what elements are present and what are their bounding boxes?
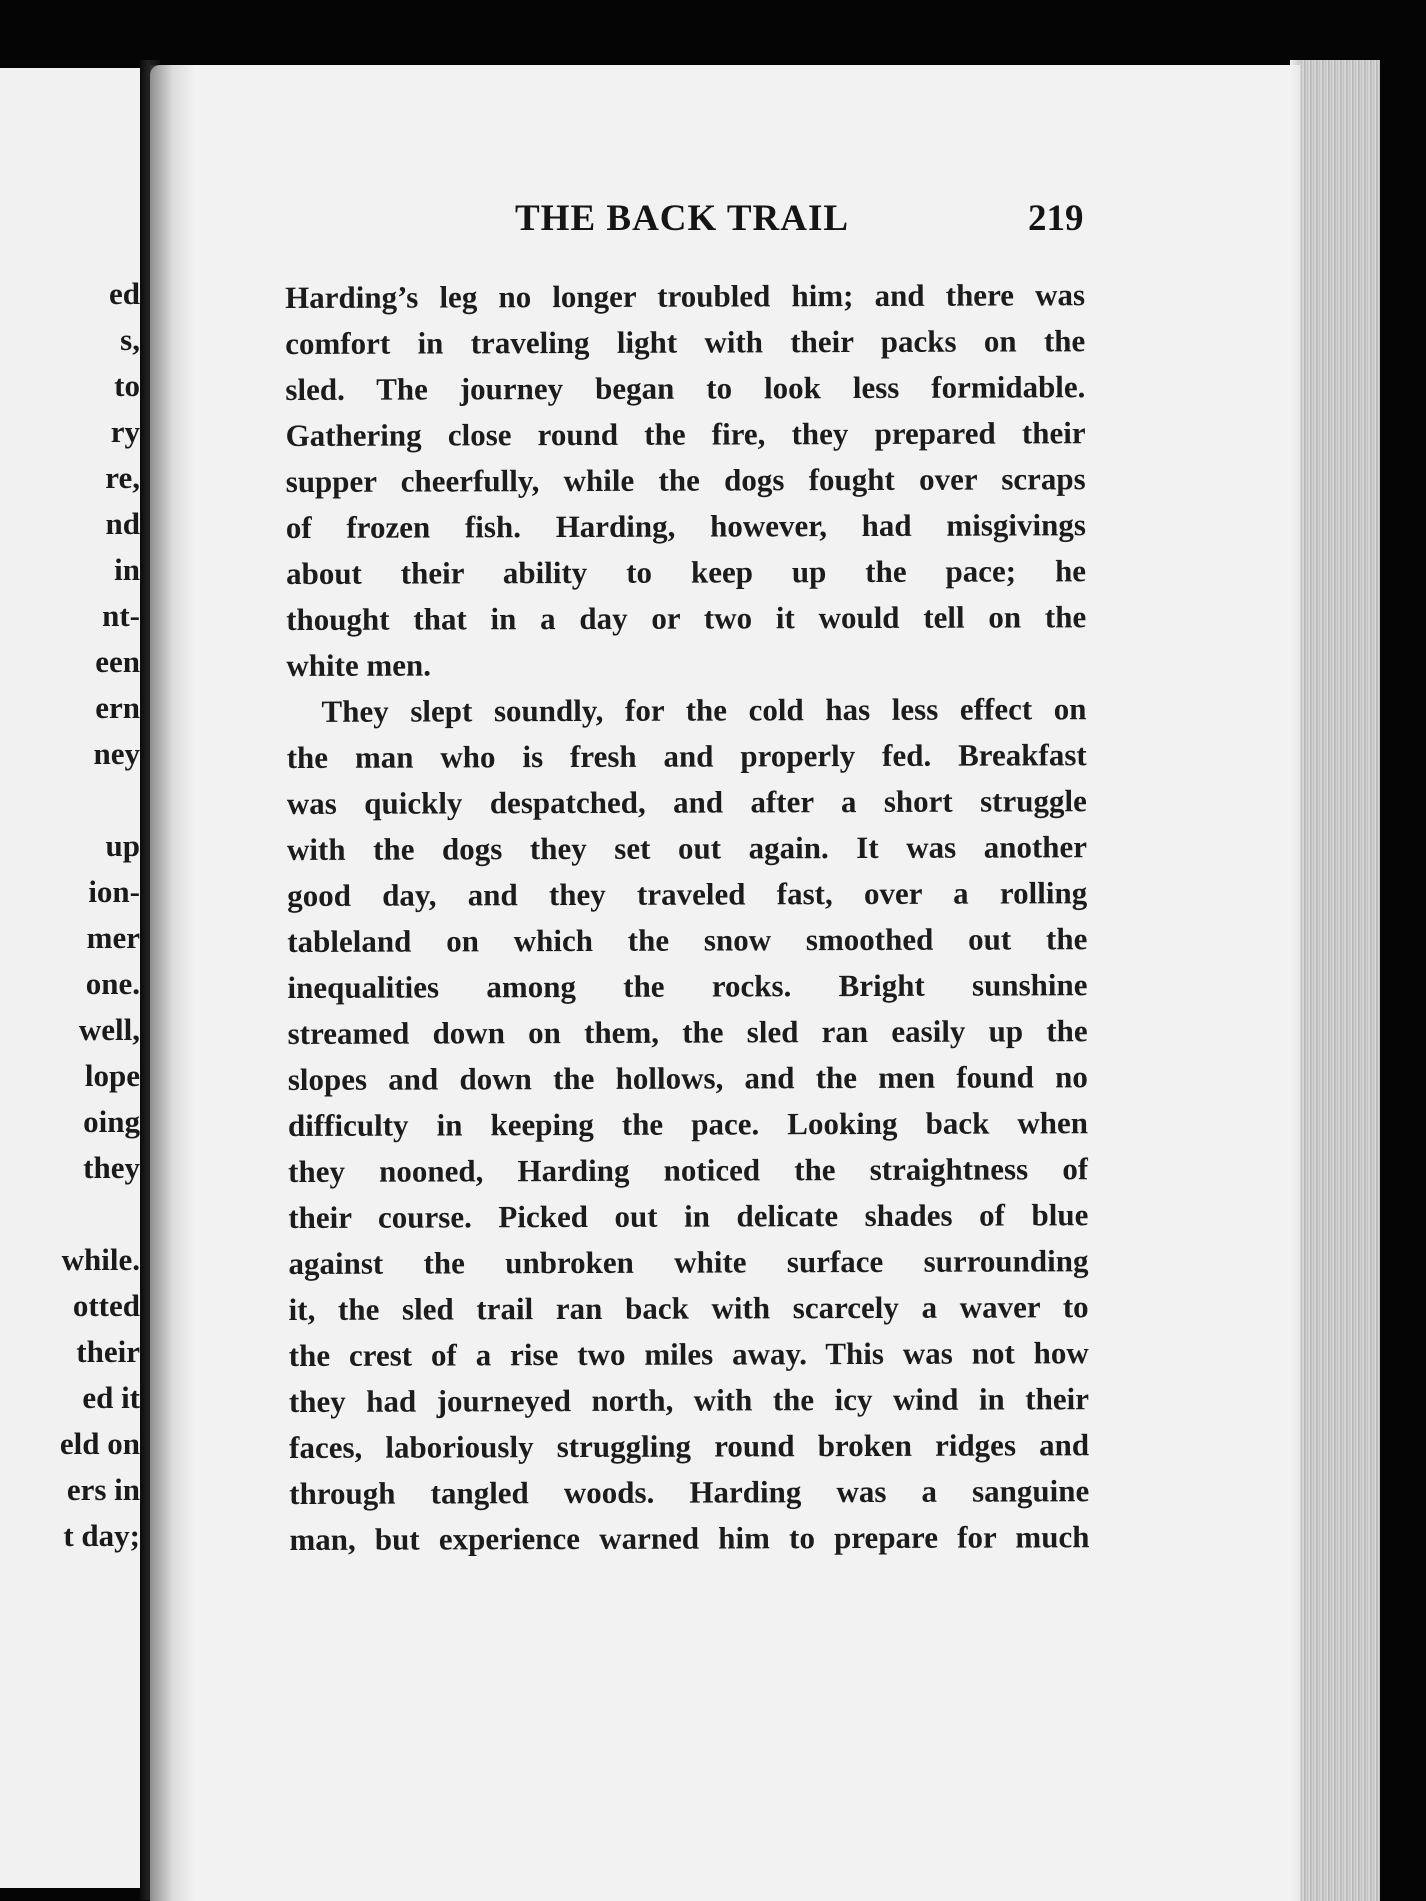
text-line: sled. The journey began to look less formidable. bbox=[285, 369, 1086, 407]
text-line: tableland on which the snow smoothed out the bbox=[287, 921, 1088, 959]
left-page-fragment: they bbox=[83, 1150, 140, 1185]
left-page-fragment: eld on bbox=[59, 1426, 140, 1461]
text-line: inequalities among the rocks. Bright sunshine bbox=[287, 967, 1088, 1005]
left-page-fragment: one. bbox=[85, 966, 140, 1001]
text-line: They slept soundly, for the cold has less effect on bbox=[321, 691, 1087, 729]
text-line: was quickly despatched, and after a short struggle bbox=[286, 783, 1087, 821]
left-page-fragment: up bbox=[105, 828, 140, 863]
text-line: white men. bbox=[286, 647, 432, 683]
text-line: difficulty in keeping the pace. Looking back when bbox=[287, 1105, 1089, 1143]
text-line: man, but experience warned him to prepare for much bbox=[289, 1519, 1090, 1557]
text-line: through tangled woods. Harding was a sanguine bbox=[289, 1473, 1090, 1511]
left-page-fragment: to bbox=[114, 368, 140, 403]
left-page-fragment: nd bbox=[105, 506, 140, 541]
left-page-fragment: lope bbox=[84, 1058, 140, 1093]
left-page bbox=[0, 68, 140, 1888]
text-line: about their ability to keep up the pace; he bbox=[285, 553, 1087, 591]
text-line: streamed down on them, the sled ran easily up the bbox=[287, 1013, 1088, 1051]
left-page-fragment: ed it bbox=[82, 1380, 140, 1415]
text-line: Harding’s leg no longer troubled him; and there was bbox=[285, 277, 1086, 315]
text-line: slopes and down the hollows, and the men found no bbox=[287, 1059, 1088, 1097]
left-page-fragment: otted bbox=[72, 1288, 140, 1323]
page-number: 219 bbox=[1028, 198, 1084, 239]
text-line: of frozen fish. Harding, however, had misgivings bbox=[285, 507, 1086, 545]
left-page-fragment: while. bbox=[61, 1242, 140, 1277]
text-line: supper cheerfully, while the dogs fought over scraps bbox=[285, 461, 1086, 499]
text-line: the crest of a rise two miles away. This was not how bbox=[288, 1335, 1089, 1373]
text-line: against the unbroken white surface surrounding bbox=[288, 1243, 1089, 1281]
left-page-fragment: re, bbox=[105, 460, 140, 495]
left-page-fragment: s, bbox=[120, 322, 140, 357]
text-line: the man who is fresh and properly fed. Breakfast bbox=[286, 737, 1087, 775]
text-line: it, the sled trail ran back with scarcely a waver to bbox=[288, 1289, 1089, 1327]
left-page-fragment: nt- bbox=[102, 598, 140, 633]
left-page-fragment: their bbox=[76, 1334, 140, 1369]
left-page-fragment: mer bbox=[86, 920, 140, 955]
left-page-fragment: t day; bbox=[63, 1518, 140, 1553]
text-line: comfort in traveling light with their packs on the bbox=[285, 323, 1086, 361]
text-line: faces, laboriously struggling round broken ridges and bbox=[289, 1427, 1090, 1465]
left-page-fragment: ney bbox=[93, 736, 140, 771]
text-line: they nooned, Harding noticed the straightness of bbox=[288, 1151, 1089, 1189]
left-page-fragment: oing bbox=[83, 1104, 140, 1139]
left-page-fragment: ern bbox=[95, 690, 140, 725]
left-page-fragment: ers in bbox=[66, 1472, 140, 1507]
text-line: thought that in a day or two it would tell on the bbox=[286, 599, 1087, 637]
text-line: good day, and they traveled fast, over a rolling bbox=[287, 875, 1088, 913]
text-line: Gathering close round the fire, they prepared their bbox=[285, 415, 1086, 453]
body-text bbox=[285, 272, 1089, 1563]
text-line: with the dogs they set out again. It was another bbox=[286, 829, 1088, 867]
left-page-fragment: ion- bbox=[88, 874, 140, 909]
left-page-fragment: well, bbox=[78, 1012, 140, 1047]
text-line: their course. Picked out in delicate shades of blue bbox=[288, 1197, 1089, 1235]
left-page-fragment: in bbox=[114, 552, 140, 587]
left-page-fragment: een bbox=[95, 644, 140, 679]
left-page-fragment: ed bbox=[109, 276, 140, 311]
page-edges bbox=[1300, 60, 1380, 1901]
running-head: THE BACK TRAIL bbox=[515, 198, 850, 239]
text-line: they had journeyed north, with the icy wind in their bbox=[288, 1381, 1089, 1419]
left-page-fragment: ry bbox=[110, 414, 140, 449]
